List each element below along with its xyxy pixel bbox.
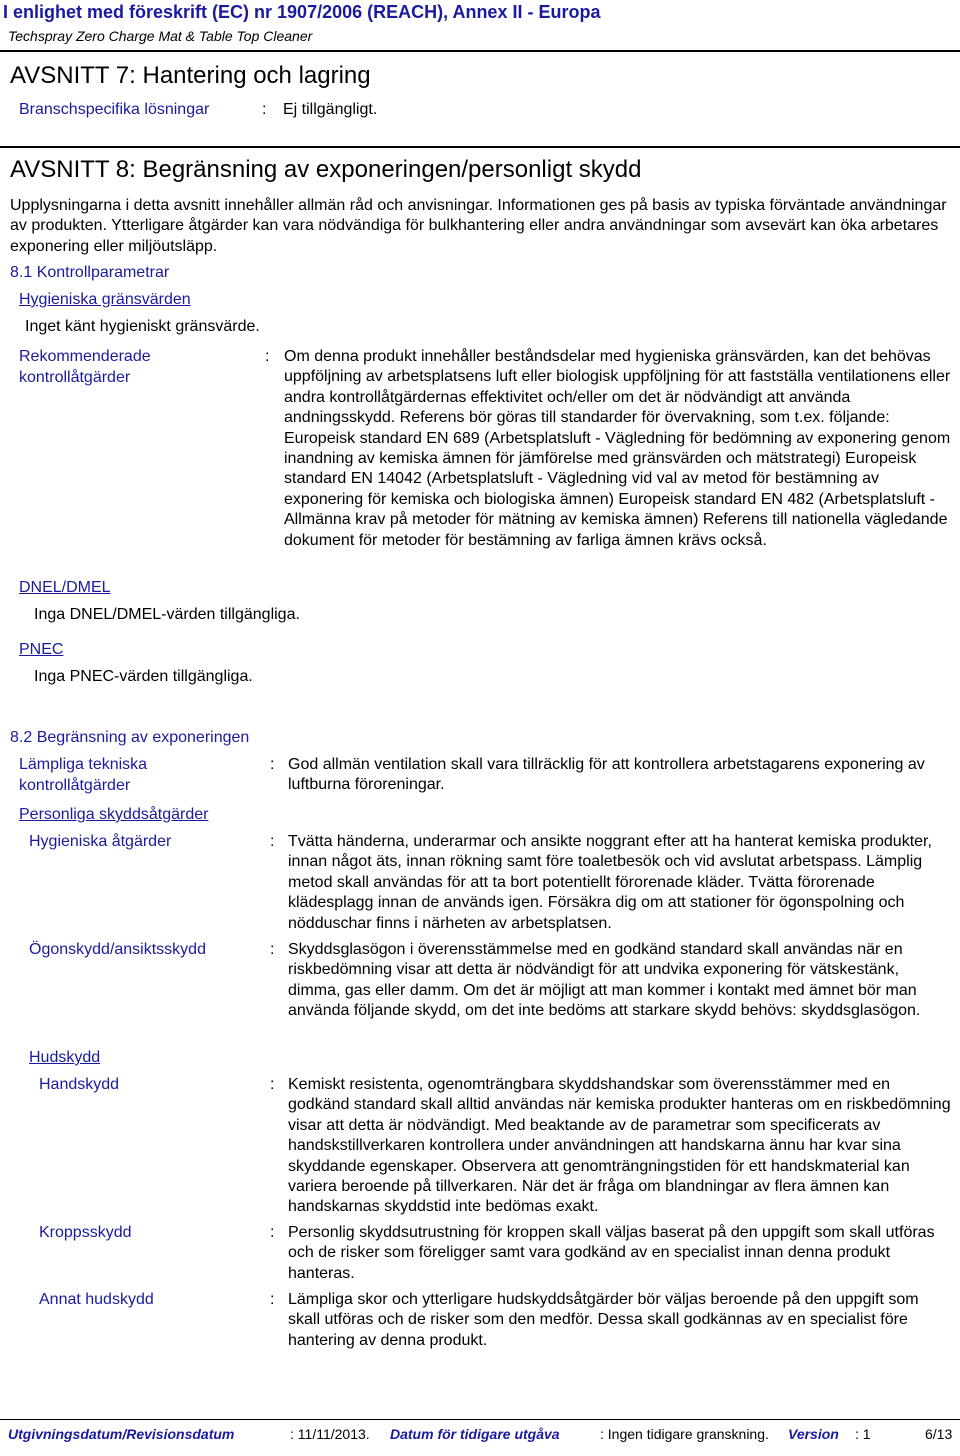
hand-protection-label: Handskydd bbox=[39, 1076, 120, 1093]
other-skin-protection-text: Lämpliga skor och ytterligare hudskyddsåtgärder bör väljas beroende på den uppgift som skall utföras och de risker som den medför. Dessa skall godkännas av en specialist före hantering av denna produkt. bbox=[288, 1291, 919, 1349]
engineering-controls-label-line2: kontrollåtgärder bbox=[19, 777, 131, 794]
footer-divider bbox=[0, 1419, 960, 1420]
issue-date-value: : 11/11/2013. bbox=[290, 1426, 370, 1442]
eye-face-protection-colon: : bbox=[270, 941, 275, 958]
engineering-controls-text: God allmän ventilation skall vara tillräcklig för att kontrollera arbetstagarens exponering av luftburna föroreningar. bbox=[288, 756, 925, 794]
version-label: Version bbox=[788, 1426, 839, 1442]
subsection-8-2-title: 8.2 Begränsning av exponeringen bbox=[10, 729, 250, 746]
hygienic-limits-heading: Hygieniska gränsvärden bbox=[19, 291, 191, 308]
hand-protection-text: Kemiskt resistenta, ogenomträngbara skyddshandskar som överensstämmer med en godkänd standard skall alltid användas när kemiska produkter hanteras om en riskbedömning visar att detta är nödvändigt. Med beaktande av de parametrar som specificerats av handskstillverkaren kontrollera under användningen att handskarna ännu har kvar sina skyddande egenskaper. Observera att genomträngningstiden för ett handskmaterial kan variera beroende på tillverkaren. När det är fråga om blandningar av flera ämnen kan handskarnas skyddstid inte bedömas exakt. bbox=[288, 1076, 951, 1216]
section-7-title: AVSNITT 7: Hantering och lagring bbox=[10, 62, 371, 89]
dnel-dmel-text: Inga DNEL/DMEL-värden tillgängliga. bbox=[34, 606, 300, 623]
hand-protection-colon: : bbox=[270, 1076, 275, 1093]
section-7-divider bbox=[0, 146, 960, 148]
sector-solutions-label: Branschspecifika lösningar bbox=[19, 101, 210, 118]
hygiene-measures-label: Hygieniska åtgärder bbox=[29, 833, 172, 850]
skin-protection-heading: Hudskydd bbox=[29, 1049, 101, 1066]
other-skin-protection-label: Annat hudskydd bbox=[39, 1291, 154, 1308]
document-regulation-title: I enlighet med föreskrift (EC) nr 1907/2006 (REACH), Annex II - Europa bbox=[3, 2, 601, 22]
engineering-controls-colon: : bbox=[270, 756, 275, 773]
previous-issue-value: : Ingen tidigare granskning. bbox=[600, 1426, 769, 1442]
hygiene-measures-text: Tvätta händerna, underarmar och ansikte noggrant efter att ha hanterat kemiska produkter, innan något äts, innan rökning samt före toaletbesök och vid avslutat arbetspass. Lämplig metod skall användas för att ta bort potentiellt förorenade kläder. Tvätta förorenade klädesplagg innan de används igen. Försäkra dig om att stationer för ögonspolning och nödduschar finns i närheten av arbetsplatsen. bbox=[288, 833, 932, 932]
pnec-heading: PNEC bbox=[19, 641, 64, 658]
recommended-controls-text: Om denna produkt innehåller beståndsdelar med hygieniska gränsvärden, kan det behövas uppföljning av arbetsplatsens luft eller biologisk uppföljning för att fastställa ventilationens eller andra kontrollåtgärdernas effektivitet och/eller om det är nödvändigt att använda andningsskydd. Referens bör göras till standarder för övervakning, som t.ex. följande: Europeisk standard EN 689 (Arbetsplatsluft - Vägledning för bedömning av exponering genom inandning av kemiska ämnen för jämförelse med gränsvärden och mätstrategi) Europeisk standard EN 14042 (Arbetsplatsluft - Vägledning vid val av metod för bestämning av exponering för kemiska och biologiska ämnen) Europeisk standard EN 482 (Arbetsplatsluft - Allmänna krav på metoder för mätning av kemiska ämnen) Referens till nationella vägledande dokument för metoder för bestämning av farliga ämnen krävs också. bbox=[284, 348, 951, 549]
eye-face-protection-text: Skyddsglasögon i överensstämmelse med en godkänd standard skall användas när en riskbedömning visar att detta är nödvändigt för att undvika exponering för vätskestänk, dimma, gas eller damm. Om det är möjligt att man kommer i kontakt med ämnet bör man använda följande skydd, om det inte bedöms att starkare skydd behövs: skyddsglasögon. bbox=[288, 941, 921, 1020]
page-number: 6/13 bbox=[925, 1426, 953, 1442]
recommended-controls-colon: : bbox=[265, 348, 270, 365]
sector-solutions-value: Ej tillgängligt. bbox=[283, 101, 378, 118]
issue-date-label: Utgivningsdatum/Revisionsdatum bbox=[8, 1426, 235, 1442]
pnec-text: Inga PNEC-värden tillgängliga. bbox=[34, 668, 253, 685]
engineering-controls-label-line1: Lämpliga tekniska bbox=[19, 756, 148, 773]
version-value: : 1 bbox=[855, 1426, 871, 1442]
body-protection-colon: : bbox=[270, 1224, 275, 1241]
dnel-dmel-heading: DNEL/DMEL bbox=[19, 579, 111, 596]
recommended-controls-label-line2: kontrollåtgärder bbox=[19, 369, 131, 386]
product-name: Techspray Zero Charge Mat & Table Top Cleaner bbox=[8, 28, 313, 44]
header-divider bbox=[0, 50, 960, 52]
eye-face-protection-label: Ögonskydd/ansiktsskydd bbox=[29, 941, 206, 958]
other-skin-protection-colon: : bbox=[270, 1291, 275, 1308]
body-protection-text: Personlig skyddsutrustning för kroppen skall väljas baserat på den uppgift som skall utföras och de risker som föreligger samt vara godkänd av en specialist innan denna produkt hanteras. bbox=[288, 1224, 935, 1282]
section-8-intro: Upplysningarna i detta avsnitt innehåller allmän råd och anvisningar. Informationen ges på basis av typiska förväntade användningar av produkten. Ytterligare åtgärder kan vara nödvändiga för bulkhantering eller andra användningar som avsevärt kan öka arbetares exponering eller miljöutsläpp. bbox=[10, 197, 947, 255]
hygienic-limits-text: Inget känt hygieniskt gränsvärde. bbox=[25, 318, 260, 335]
body-protection-label: Kroppsskydd bbox=[39, 1224, 132, 1241]
sector-solutions-colon: : bbox=[262, 101, 267, 118]
previous-issue-label: Datum för tidigare utgåva bbox=[390, 1426, 560, 1442]
personal-protection-heading: Personliga skyddsåtgärder bbox=[19, 806, 209, 823]
section-8-title: AVSNITT 8: Begränsning av exponeringen/personligt skydd bbox=[10, 156, 642, 183]
subsection-8-1-title: 8.1 Kontrollparametrar bbox=[10, 264, 170, 281]
recommended-controls-label-line1: Rekommenderade bbox=[19, 348, 151, 365]
hygiene-measures-colon: : bbox=[270, 833, 275, 850]
